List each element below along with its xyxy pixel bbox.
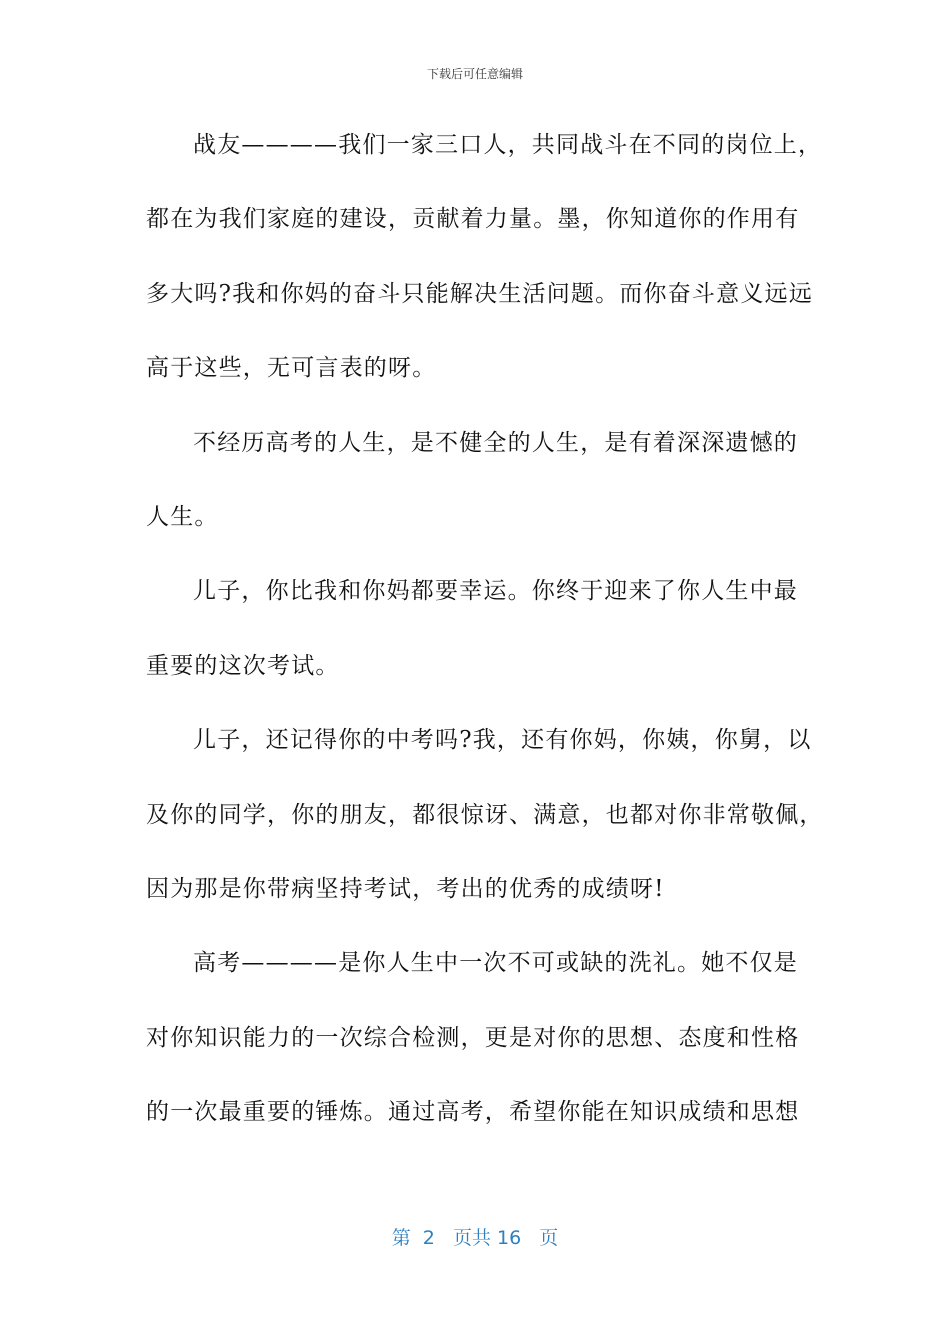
text-line: 不经历高考的人生，是不健全的人生，是有着深深遗憾的 [193, 429, 798, 456]
text-line: 儿子，你比我和你妈都要幸运。你终于迎来了你人生中最 [193, 578, 798, 605]
text-line: 都在为我们家庭的建设，贡献着力量。墨，你知道你的作用有 [146, 206, 800, 233]
text-line: 及你的同学，你的朋友，都很惊讶、满意，也都对你非常敬佩， [146, 801, 824, 828]
text-line: 对你知识能力的一次综合检测，更是对你的思想、态度和性格 [146, 1024, 800, 1051]
page-number-footer: 第 2 页共 16 页 [391, 1227, 559, 1249]
text-line: 儿子，还记得你的中考吗?我，还有你妈，你姨，你舅，以 [193, 727, 812, 754]
text-line: 高于这些，无可言表的呀。 [146, 355, 437, 382]
text-line: 的一次最重要的锤炼。通过高考，希望你能在知识成绩和思想 [146, 1099, 800, 1126]
page-header: 下载后可任意编辑 [426, 67, 523, 81]
document-body [146, 120, 824, 1161]
text-line: 重要的这次考试。 [146, 652, 340, 679]
text-line: 多大吗?我和你妈的奋斗只能解决生活问题。而你奋斗意义远远 [146, 280, 813, 307]
text-line: 因为那是你带病坚持考试，考出的优秀的成绩呀! [146, 875, 665, 902]
text-line: 人生。 [146, 503, 219, 530]
text-line: 高考————是你人生中一次不可或缺的洗礼。她不仅是 [193, 950, 798, 977]
text-line: 战友————我们一家三口人，共同战斗在不同的岗位上， [193, 132, 823, 158]
